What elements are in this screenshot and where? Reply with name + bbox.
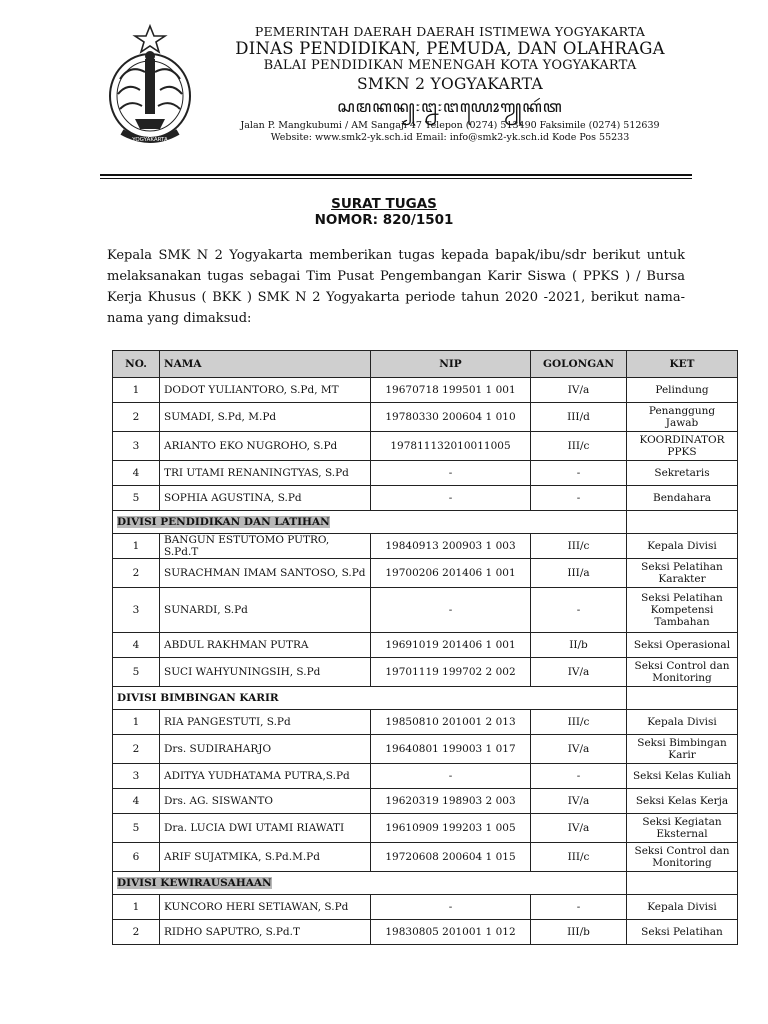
cell-nip: 19620319 198903 2 003	[371, 789, 531, 814]
division-empty-cell	[627, 511, 738, 534]
cell-no: 2	[113, 559, 160, 588]
cell-nama: DODOT YULIANTORO, S.Pd, MT	[160, 378, 371, 403]
cell-ket: Kepala Divisi	[627, 534, 738, 559]
cell-no: 1	[113, 534, 160, 559]
cell-nama: Drs. AG. SISWANTO	[160, 789, 371, 814]
cell-ket: Seksi Pelatihan Karakter	[627, 559, 738, 588]
letterhead-government: PEMERINTAH DAERAH DAERAH ISTIMEWA YOGYAKARTA	[254, 24, 646, 39]
table-row	[113, 633, 738, 658]
letterhead-school: SMKN 2 YOGYAKARTA	[357, 75, 543, 93]
cell-nama: TRI UTAMI RENANINGTYAS, S.Pd	[160, 461, 371, 486]
cell-no: 4	[113, 633, 160, 658]
cell-nip: -	[371, 461, 531, 486]
cell-golongan: III/c	[531, 432, 627, 461]
cell-nama: ARIANTO EKO NUGROHO, S.Pd	[160, 432, 371, 461]
cell-nama: SOPHIA AGUSTINA, S.Pd	[160, 486, 371, 511]
cell-nama: Drs. SUDIRAHARJO	[160, 735, 371, 764]
letterhead-text	[215, 18, 685, 144]
letterhead-divider-thick	[100, 174, 692, 176]
letterhead-contact: Website: www.smk2-yk.sch.id Email: info@smk2-yk.sch.id Kode Pos 55233	[270, 132, 630, 143]
cell-nip: 19720608 200604 1 015	[371, 843, 531, 872]
table-row	[113, 534, 738, 559]
division-empty-cell	[627, 687, 738, 710]
letterhead	[95, 18, 685, 163]
division-label-cell	[113, 872, 627, 895]
table-row	[113, 843, 738, 872]
cell-golongan: III/c	[531, 710, 627, 735]
table-row	[113, 486, 738, 511]
title-surat-tugas: SURAT TUGAS	[331, 196, 437, 212]
cell-golongan: -	[531, 764, 627, 789]
cell-golongan: IV/a	[531, 814, 627, 843]
header-golongan: GOLONGAN	[531, 351, 627, 378]
cell-ket: Seksi Control dan Monitoring	[627, 843, 738, 872]
division-empty-cell	[627, 872, 738, 895]
cell-nip: 197811132010011005	[371, 432, 531, 461]
table-row	[113, 658, 738, 687]
cell-nama: SUNARDI, S.Pd	[160, 588, 371, 633]
table-row	[113, 710, 738, 735]
cell-ket: Bendahara	[627, 486, 738, 511]
table-row	[113, 895, 738, 920]
cell-ket: Kepala Divisi	[627, 710, 738, 735]
table-row	[113, 920, 738, 945]
cell-golongan: -	[531, 486, 627, 511]
cell-ket: Seksi Pelatihan Kompetensi Tambahan	[627, 588, 738, 633]
table-row	[113, 559, 738, 588]
cell-nama: Dra. LUCIA DWI UTAMI RIAWATI	[160, 814, 371, 843]
cell-nip: 19670718 199501 1 001	[371, 378, 531, 403]
cell-no: 5	[113, 486, 160, 511]
division-header-row	[113, 511, 738, 534]
cell-nama: RIDHO SAPUTRO, S.Pd.T	[160, 920, 371, 945]
table-row	[113, 403, 738, 432]
title-nomor: NOMOR: 820/1501	[314, 212, 454, 228]
letterhead-address: Jalan P. Mangkubumi / AM Sangaji 47 Telepon (0274) 513490 Faksimile (0274) 512639	[240, 120, 660, 131]
cell-golongan: IV/a	[531, 735, 627, 764]
table-row	[113, 378, 738, 403]
assignment-table	[112, 350, 738, 945]
cell-golongan: IV/a	[531, 378, 627, 403]
table-row	[113, 789, 738, 814]
cell-ket: Penanggung Jawab	[627, 403, 738, 432]
header-nip: NIP	[371, 351, 531, 378]
letterhead-office: BALAI PENDIDIKAN MENENGAH KOTA YOGYAKARTA	[263, 58, 637, 73]
table-row	[113, 814, 738, 843]
cell-nip: 19701119 199702 2 002	[371, 658, 531, 687]
cell-no: 1	[113, 710, 160, 735]
svg-text:YOGYAKARTA: YOGYAKARTA	[132, 137, 168, 143]
cell-ket: Seksi Kelas Kerja	[627, 789, 738, 814]
cell-golongan: III/a	[531, 559, 627, 588]
header-nama: NAMA	[160, 351, 371, 378]
cell-no: 5	[113, 658, 160, 687]
table-row	[113, 764, 738, 789]
cell-nama: BANGUN ESTUTOMO PUTRO, S.Pd.T	[160, 534, 371, 559]
cell-no: 1	[113, 378, 160, 403]
cell-no: 1	[113, 895, 160, 920]
cell-ket: Seksi Bimbingan Karir	[627, 735, 738, 764]
cell-nama: ADITYA YUDHATAMA PUTRA,S.Pd	[160, 764, 371, 789]
cell-ket: Seksi Operasional	[627, 633, 738, 658]
table-header-row	[113, 351, 738, 378]
cell-no: 4	[113, 789, 160, 814]
cell-nama: SUMADI, S.Pd, M.Pd	[160, 403, 371, 432]
cell-nip: 19700206 201406 1 001	[371, 559, 531, 588]
cell-nama: SUCI WAHYUNINGSIH, S.Pd	[160, 658, 371, 687]
cell-ket: Seksi Control dan Monitoring	[627, 658, 738, 687]
cell-golongan: -	[531, 588, 627, 633]
table-row	[113, 735, 738, 764]
letterhead-javanese-script: ꦱꦩꦏꦤ꧀꧇꧒꧇ꦔꦪꦺꦴꦒꦾꦏꦂꦠ	[337, 97, 563, 116]
cell-no: 2	[113, 735, 160, 764]
division-label-bimbingan: DIVISI BIMBINGAN KARIR	[117, 692, 279, 704]
division-header-row	[113, 687, 738, 710]
cell-nip: 19840913 200903 1 003	[371, 534, 531, 559]
cell-ket: Seksi Kegiatan Eksternal	[627, 814, 738, 843]
cell-nip: 19780330 200604 1 010	[371, 403, 531, 432]
cell-nama: ARIF SUJATMIKA, S.Pd.M.Pd	[160, 843, 371, 872]
cell-ket: Pelindung	[627, 378, 738, 403]
cell-ket: Seksi Kelas Kuliah	[627, 764, 738, 789]
division-label-cell	[113, 687, 627, 710]
cell-no: 4	[113, 461, 160, 486]
cell-golongan: III/d	[531, 403, 627, 432]
cell-nip: -	[371, 486, 531, 511]
cell-no: 3	[113, 432, 160, 461]
division-label-pendidikan: DIVISI PENDIDIKAN DAN LATIHAN	[117, 516, 330, 528]
cell-golongan: III/c	[531, 534, 627, 559]
cell-nip: -	[371, 895, 531, 920]
document-title	[0, 196, 768, 228]
cell-ket: Sekretaris	[627, 461, 738, 486]
cell-nip: 19830805 201001 1 012	[371, 920, 531, 945]
cell-no: 2	[113, 920, 160, 945]
table-row	[113, 461, 738, 486]
cell-nip: 19610909 199203 1 005	[371, 814, 531, 843]
cell-nama: ABDUL RAKHMAN PUTRA	[160, 633, 371, 658]
cell-golongan: III/b	[531, 920, 627, 945]
header-no: NO.	[113, 351, 160, 378]
cell-golongan: IV/a	[531, 789, 627, 814]
intro-paragraph: Kepala SMK N 2 Yogyakarta memberikan tugas kepada bapak/ibu/sdr berikut untuk melaksanakan tugas sebagai Tim Pusat Pengembangan Karir Siswa ( PPKS ) / Bursa Kerja Khusus ( BKK ) SMK N 2 Yogyakarta periode tahun 2020 -2021, berikut nama-nama yang dimaksud:	[107, 248, 685, 326]
header-ket: KET	[627, 351, 738, 378]
cell-nip: -	[371, 588, 531, 633]
cell-nip: 19640801 199003 1 017	[371, 735, 531, 764]
cell-golongan: III/c	[531, 843, 627, 872]
division-label-kewirausahaan: DIVISI KEWIRAUSAHAAN	[117, 877, 272, 889]
letterhead-divider-thin	[100, 178, 692, 179]
cell-nip: -	[371, 764, 531, 789]
cell-no: 3	[113, 588, 160, 633]
cell-ket: Seksi Pelatihan	[627, 920, 738, 945]
yogyakarta-crest-logo	[100, 24, 200, 154]
cell-no: 3	[113, 764, 160, 789]
cell-golongan: IV/a	[531, 658, 627, 687]
cell-golongan: -	[531, 895, 627, 920]
cell-no: 5	[113, 814, 160, 843]
cell-ket: KOORDINATOR PPKS	[627, 432, 738, 461]
cell-nama: SURACHMAN IMAM SANTOSO, S.Pd	[160, 559, 371, 588]
cell-nip: 19850810 201001 2 013	[371, 710, 531, 735]
cell-golongan: -	[531, 461, 627, 486]
division-label-cell	[113, 511, 627, 534]
cell-no: 2	[113, 403, 160, 432]
division-header-row	[113, 872, 738, 895]
table-row	[113, 432, 738, 461]
cell-no: 6	[113, 843, 160, 872]
cell-nama: RIA PANGESTUTI, S.Pd	[160, 710, 371, 735]
cell-golongan: II/b	[531, 633, 627, 658]
cell-ket: Kepala Divisi	[627, 895, 738, 920]
cell-nip: 19691019 201406 1 001	[371, 633, 531, 658]
letterhead-agency: DINAS PENDIDIKAN, PEMUDA, DAN OLAHRAGA	[235, 39, 665, 58]
table-row	[113, 588, 738, 633]
cell-nama: KUNCORO HERI SETIAWAN, S.Pd	[160, 895, 371, 920]
